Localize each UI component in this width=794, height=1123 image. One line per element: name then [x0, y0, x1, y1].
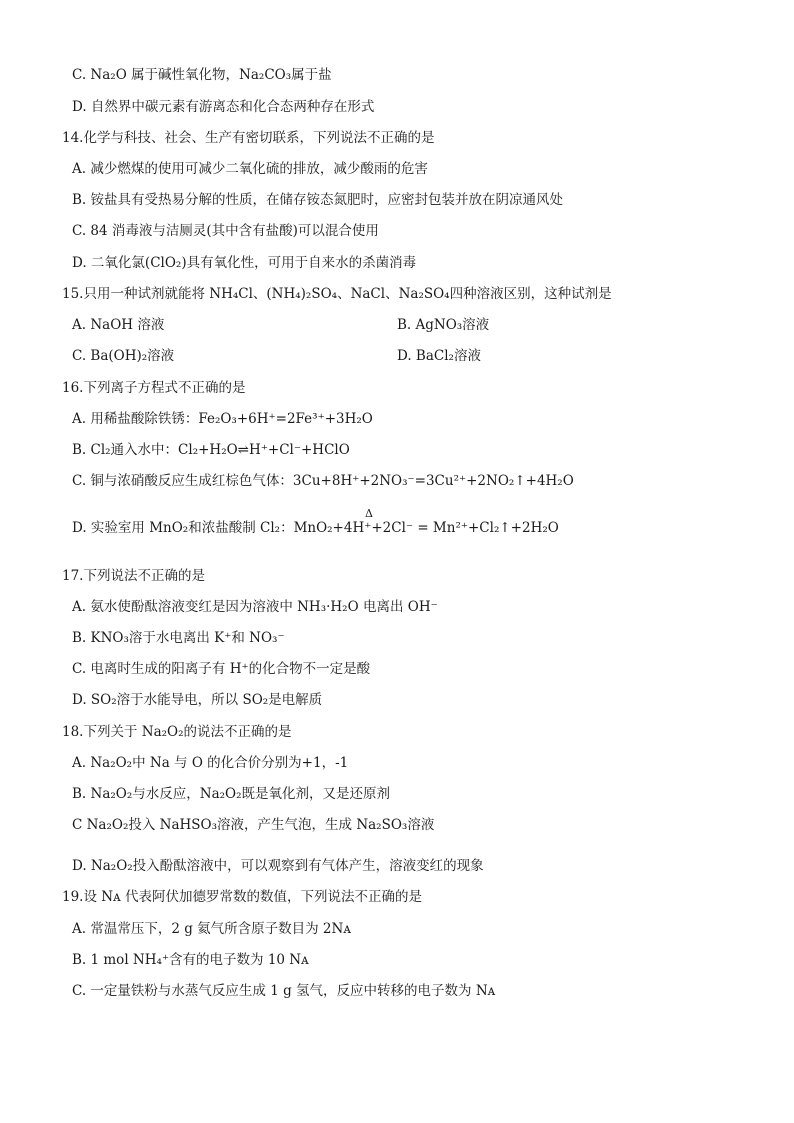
option-15c: C. Ba(OH)₂溶液	[72, 348, 175, 364]
option-14d: D. 二氧化氯(ClO₂)具有氧化性，可用于自来水的杀菌消毒	[72, 255, 417, 271]
option-16d-text: D. 实验室用 MnO₂和浓盐酸制 Cl₂：MnO₂+4H⁺+2Cl⁻ = Mn²⁺+Cl₂↑+2H₂O	[72, 520, 559, 536]
question-16: 16.下列离子方程式不正确的是	[62, 380, 246, 396]
option-18a: A. Na₂O₂中 Na 与 O 的化合价分别为+1，-1	[72, 755, 349, 771]
option-14a: A. 减少燃煤的使用可减少二氧化硫的排放，减少酸雨的危害	[72, 161, 428, 177]
option-18c: C Na₂O₂投入 NaHSO₃溶液，产生气泡，生成 Na₂SO₃溶液	[72, 817, 435, 833]
option-17b: B. KNO₃溶于水电离出 K⁺和 NO₃⁻	[72, 630, 285, 646]
option-17d: D. SO₂溶于水能导电，所以 SO₂是电解质	[72, 692, 323, 708]
option-16d	[72, 519, 559, 537]
option-14c: C. 84 消毒液与洁厕灵(其中含有盐酸)可以混合使用	[72, 223, 379, 239]
question-19: 19.设 Nᴀ 代表阿伏加德罗常数的数值，下列说法不正确的是	[62, 889, 422, 905]
option-16a: A. 用稀盐酸除铁锈：Fe₂O₃+6H⁺=2Fe³⁺+3H₂O	[72, 411, 373, 427]
option-14b: B. 铵盐具有受热易分解的性质，在储存铵态氮肥时，应密封包装并放在阴凉通风处	[72, 192, 564, 208]
option-15b: B. AgNO₃溶液	[397, 317, 490, 333]
option-19c: C. 一定量铁粉与水蒸气反应生成 1 g 氢气，反应中转移的电子数为 Nᴀ	[72, 983, 496, 999]
option-19a: A. 常温常压下，2 g 氦气所含原子数目为 2Nᴀ	[72, 921, 351, 937]
heat-delta-symbol: Δ	[365, 507, 373, 520]
question-18: 18.下列关于 Na₂O₂的说法不正确的是	[62, 724, 292, 740]
question-17: 17.下列说法不正确的是	[62, 568, 205, 584]
option-17a: A. 氨水使酚酞溶液变红是因为溶液中 NH₃·H₂O 电离出 OH⁻	[72, 599, 438, 615]
option-13c: C. Na₂O 属于碱性氧化物，Na₂CO₃属于盐	[72, 67, 332, 83]
option-17c: C. 电离时生成的阳离子有 H⁺的化合物不一定是酸	[72, 661, 371, 677]
option-16b: B. Cl₂通入水中：Cl₂+H₂O⇌H⁺+Cl⁻+HClO	[72, 442, 350, 458]
option-13d: D. 自然界中碳元素有游离态和化合态两种存在形式	[72, 99, 375, 115]
question-14: 14.化学与科技、社会、生产有密切联系，下列说法不正确的是	[62, 130, 435, 146]
option-18b: B. Na₂O₂与水反应，Na₂O₂既是氧化剂，又是还原剂	[72, 786, 391, 802]
option-18d: D. Na₂O₂投入酚酞溶液中，可以观察到有气体产生，溶液变红的现象	[72, 858, 484, 874]
option-15a: A. NaOH 溶液	[72, 317, 165, 333]
option-19b: B. 1 mol NH₄⁺含有的电子数为 10 Nᴀ	[72, 952, 309, 968]
option-16c: C. 铜与浓硝酸反应生成红棕色气体：3Cu+8H⁺+2NO₃⁻=3Cu²⁺+2NO₂↑+4H₂O	[72, 473, 574, 489]
option-15d: D. BaCl₂溶液	[397, 348, 481, 364]
question-15: 15.只用一种试剂就能将 NH₄Cl、(NH₄)₂SO₄、NaCl、Na₂SO₄四种溶液区别，这种试剂是	[62, 286, 612, 302]
